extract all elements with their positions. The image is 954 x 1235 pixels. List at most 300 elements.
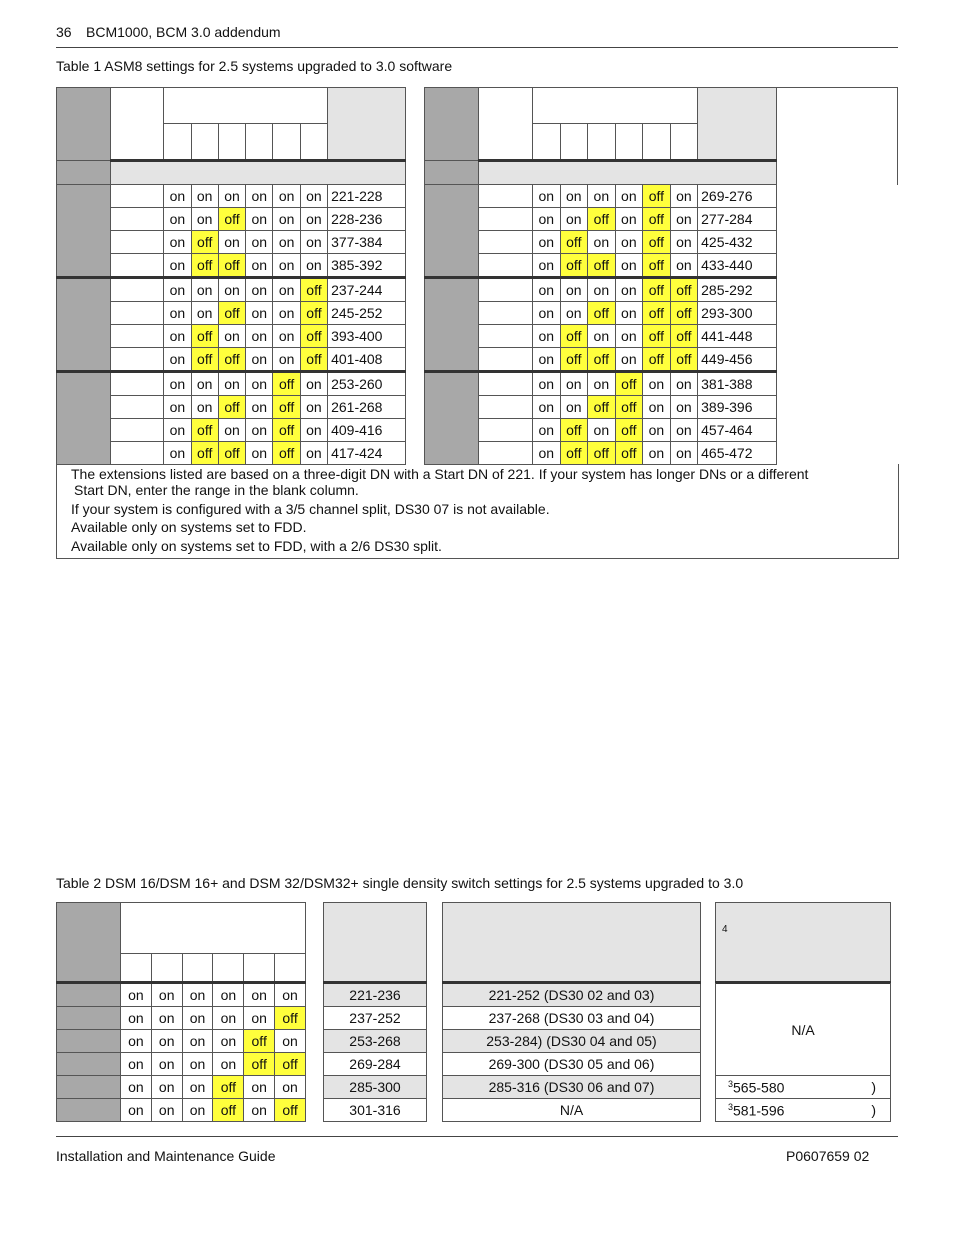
footer-right: P0607659 02: [786, 1148, 870, 1164]
switch-cell: on: [246, 442, 273, 465]
table-row: [57, 372, 406, 396]
footnote-marker: 3: [728, 1101, 734, 1112]
dsm16-cell: 269-284: [324, 1053, 427, 1076]
note-4: Available only on systems set to FDD, with a 2/6 DS30 split.: [71, 538, 442, 554]
switch-cell: off: [670, 278, 698, 302]
group-cell: [57, 372, 111, 465]
table-row: [57, 1007, 306, 1030]
module-cell: [479, 419, 533, 442]
range-cell: 401-408: [328, 348, 406, 372]
module-cell: [479, 372, 533, 396]
switch-cell: on: [191, 302, 218, 325]
table1-caption: Table 1 ASM8 settings for 2.5 systems upgraded to 3.0 software: [56, 58, 453, 74]
table2-caption: Table 2 DSM 16/DSM 16+ and DSM 32/DSM32+ single density switch settings for 2.5 systems upgraded to 3.0: [56, 875, 744, 891]
group-cell: [57, 1076, 121, 1099]
module-cell: [479, 254, 533, 278]
switch-cell: off: [218, 442, 245, 465]
extension-range-cell: [716, 1076, 891, 1099]
module-cell: [110, 442, 164, 465]
note-2: If your system is configured with a 3/5 channel split, DS30 07 is not available.: [71, 501, 550, 517]
switch-cell: off: [615, 372, 643, 396]
switch-cell: off: [560, 442, 588, 465]
switch-number-cell: [218, 124, 245, 161]
table-row: [716, 1099, 891, 1122]
switch-cell: off: [560, 348, 588, 372]
module-cell: [479, 325, 533, 348]
switch-cell: on: [588, 231, 616, 254]
switch-cell: on: [533, 419, 561, 442]
module-cell: [110, 419, 164, 442]
switch-number-cell: [191, 124, 218, 161]
switch-cell: off: [643, 278, 671, 302]
switch-cell: on: [533, 396, 561, 419]
page-number: 36: [56, 24, 72, 40]
table-row: [57, 278, 406, 302]
header-footnote: 4: [722, 924, 728, 935]
range-header-cell: [698, 88, 776, 161]
switch-number-cell: [213, 954, 244, 983]
switch-cell: on: [218, 419, 245, 442]
switch-cell: on: [588, 185, 616, 208]
switch-cell: on: [670, 419, 698, 442]
switch-cell: on: [643, 442, 671, 465]
switch-number-cell: [164, 124, 191, 161]
group-cell: [425, 185, 479, 278]
group-cell: [57, 1030, 121, 1053]
switch-cell: off: [300, 325, 327, 348]
table2-dsm32: [442, 902, 701, 1122]
switch-cell: on: [182, 1007, 213, 1030]
switch-number-cell: [151, 954, 182, 983]
table-row: [443, 1099, 701, 1122]
switch-cell: on: [120, 1076, 151, 1099]
switch-cell: on: [300, 372, 327, 396]
switch-cell: on: [560, 302, 588, 325]
switch-cell: on: [191, 278, 218, 302]
switch-cell: on: [164, 396, 191, 419]
switch-cell: on: [218, 231, 245, 254]
switch-cell: off: [273, 372, 300, 396]
range-cell: 221-228: [328, 185, 406, 208]
switch-cell: on: [218, 185, 245, 208]
switch-cell: off: [588, 396, 616, 419]
switch-cell: off: [643, 231, 671, 254]
switch-cell: on: [246, 348, 273, 372]
dsm32-cell: 221-252 (DS30 02 and 03): [443, 983, 701, 1007]
switch-cell: on: [533, 278, 561, 302]
module-cell: [479, 185, 533, 208]
switch-cell: off: [191, 348, 218, 372]
switch-cell: on: [643, 372, 671, 396]
dsm32-cell: 285-316 (DS30 06 and 07): [443, 1076, 701, 1099]
switch-cell: off: [560, 254, 588, 278]
range-cell: 385-392: [328, 254, 406, 278]
switch-cell: on: [182, 1099, 213, 1122]
switch-cell: off: [560, 419, 588, 442]
group-cell: [57, 278, 111, 372]
switch-cell: off: [300, 302, 327, 325]
table-row: [425, 442, 898, 465]
switch-cell: on: [151, 1053, 182, 1076]
range-cell: 457-464: [698, 419, 776, 442]
switch-cell: on: [300, 419, 327, 442]
module-cell: [110, 302, 164, 325]
switch-cell: off: [191, 254, 218, 278]
table-row: [425, 396, 898, 419]
switch-number-cell: [588, 124, 616, 161]
switch-cell: off: [643, 302, 671, 325]
switch-cell: on: [670, 442, 698, 465]
module-cell: [110, 208, 164, 231]
switch-cell: on: [588, 419, 616, 442]
switch-cell: on: [615, 254, 643, 278]
module-cell: [479, 302, 533, 325]
switch-cell: on: [164, 348, 191, 372]
module-cell: [479, 396, 533, 419]
module-cell: [110, 325, 164, 348]
subheader-cell: [110, 161, 405, 185]
table2-dsm16: [323, 902, 427, 1122]
switch-cell: on: [164, 372, 191, 396]
dsm16-cell: 237-252: [324, 1007, 427, 1030]
switch-cell: off: [670, 325, 698, 348]
switch-cell: on: [244, 983, 275, 1007]
table-row: [324, 1007, 427, 1030]
range-cell: 253-260: [328, 372, 406, 396]
switch-cell: off: [213, 1099, 244, 1122]
range-cell: 441-448: [698, 325, 776, 348]
blank-column-cell: [776, 88, 897, 185]
module-cell: [479, 208, 533, 231]
range-cell: 261-268: [328, 396, 406, 419]
switch-cell: on: [300, 185, 327, 208]
footer-rule: [56, 1136, 898, 1137]
group-cell: [57, 161, 111, 185]
range-cell: 425-432: [698, 231, 776, 254]
range-header-cell: [328, 88, 406, 161]
switch-cell: on: [213, 1030, 244, 1053]
table-row: [425, 302, 898, 325]
switch-cell: off: [244, 1030, 275, 1053]
module-cell: [479, 442, 533, 465]
switch-cell: on: [246, 231, 273, 254]
table-row: [425, 419, 898, 442]
doc-title: BCM1000, BCM 3.0 addendum: [86, 24, 281, 40]
switch-cell: off: [643, 208, 671, 231]
table2-switches: [56, 902, 306, 1122]
switch-cell: off: [275, 1007, 306, 1030]
switch-cell: on: [244, 1076, 275, 1099]
module-cell: [110, 185, 164, 208]
switch-number-cell: [273, 124, 300, 161]
range-cell: 228-236: [328, 208, 406, 231]
switch-cell: on: [670, 185, 698, 208]
table1-left: [56, 87, 406, 465]
switch-cell: on: [615, 325, 643, 348]
note-1-cont: Start DN, enter the range in the blank column.: [74, 482, 359, 498]
switch-cell: on: [164, 208, 191, 231]
group-cell: [425, 278, 479, 372]
switch-cell: on: [643, 396, 671, 419]
switch-cell: on: [560, 208, 588, 231]
switch-cell: on: [151, 1030, 182, 1053]
range-cell: 465-472: [698, 442, 776, 465]
switch-cell: on: [246, 254, 273, 278]
switch-cell: off: [218, 208, 245, 231]
switch-cell: on: [615, 208, 643, 231]
switch-cell: on: [246, 419, 273, 442]
module-header-cell: [479, 88, 533, 161]
table-row: [443, 1076, 701, 1099]
switch-cell: on: [244, 1099, 275, 1122]
switch-cell: on: [273, 208, 300, 231]
table-row: [324, 1053, 427, 1076]
switch-cell: on: [164, 254, 191, 278]
switch-cell: off: [670, 348, 698, 372]
switch-number-cell: [643, 124, 671, 161]
switch-number-cell: [560, 124, 588, 161]
switch-cell: on: [275, 1030, 306, 1053]
footnote-marker: 3: [728, 1078, 734, 1089]
table-row: [324, 1099, 427, 1122]
switch-cell: on: [191, 396, 218, 419]
range-text: 581-596: [733, 1102, 785, 1119]
switch-cell: off: [588, 348, 616, 372]
table-row: [425, 208, 898, 231]
group-header-cell: [57, 88, 111, 161]
switch-number-cell: [244, 954, 275, 983]
switch-cell: on: [218, 325, 245, 348]
switch-cell: on: [164, 442, 191, 465]
switch-cell: on: [246, 396, 273, 419]
table-row: [443, 983, 701, 1007]
column-header-cell: [443, 903, 701, 983]
switch-cell: off: [191, 442, 218, 465]
switch-cell: on: [273, 348, 300, 372]
group-cell: [57, 1007, 121, 1030]
dsm32-cell: N/A: [443, 1099, 701, 1122]
group-cell: [57, 185, 111, 278]
switch-cell: on: [273, 254, 300, 278]
switch-cell: on: [615, 348, 643, 372]
module-cell: [110, 348, 164, 372]
switch-number-cell: [275, 954, 306, 983]
switch-cell: off: [191, 325, 218, 348]
switch-cell: on: [273, 278, 300, 302]
switch-header-cell: [533, 88, 698, 124]
range-cell: 245-252: [328, 302, 406, 325]
switch-cell: off: [588, 442, 616, 465]
switch-cell: on: [182, 1053, 213, 1076]
switch-cell: on: [533, 302, 561, 325]
switch-cell: on: [120, 1030, 151, 1053]
table-row: [425, 185, 898, 208]
switch-cell: on: [615, 278, 643, 302]
module-cell: [110, 231, 164, 254]
module-cell: [479, 278, 533, 302]
range-cell: 237-244: [328, 278, 406, 302]
switch-cell: on: [533, 372, 561, 396]
dsm32-cell: 237-268 (DS30 03 and 04): [443, 1007, 701, 1030]
table2-col4: [715, 902, 891, 1122]
switch-cell: on: [120, 1053, 151, 1076]
switch-cell: on: [300, 396, 327, 419]
table-row: [443, 1030, 701, 1053]
switch-cell: on: [244, 1007, 275, 1030]
switch-cell: on: [670, 396, 698, 419]
switch-header-cell: [120, 903, 305, 954]
switch-cell: on: [588, 372, 616, 396]
switch-cell: off: [588, 254, 616, 278]
switch-cell: on: [560, 278, 588, 302]
switch-cell: off: [244, 1053, 275, 1076]
header-rule: [56, 47, 898, 48]
footer-left: Installation and Maintenance Guide: [56, 1148, 276, 1164]
range-cell: 293-300: [698, 302, 776, 325]
switch-cell: on: [151, 1099, 182, 1122]
module-cell: [479, 348, 533, 372]
switch-cell: on: [560, 396, 588, 419]
switch-cell: off: [670, 302, 698, 325]
range-cell: 433-440: [698, 254, 776, 278]
switch-cell: on: [246, 325, 273, 348]
table-row: [57, 1053, 306, 1076]
range-cell: 269-276: [698, 185, 776, 208]
switch-cell: on: [533, 325, 561, 348]
switch-cell: on: [120, 983, 151, 1007]
table1-notes: [56, 464, 899, 559]
table-row: [443, 1053, 701, 1076]
subheader-cell: [479, 161, 777, 185]
switch-cell: off: [588, 302, 616, 325]
dsm16-cell: 221-236: [324, 983, 427, 1007]
switch-cell: on: [246, 208, 273, 231]
dsm32-cell: 253-284) (DS30 04 and 05): [443, 1030, 701, 1053]
switch-cell: on: [615, 231, 643, 254]
switch-header-cell: [164, 88, 328, 124]
table-row: [57, 1076, 306, 1099]
group-header-cell: [57, 903, 121, 983]
switch-cell: on: [273, 185, 300, 208]
dsm16-cell: 285-300: [324, 1076, 427, 1099]
switch-cell: on: [182, 1076, 213, 1099]
table-row: [324, 1076, 427, 1099]
table-row: [425, 325, 898, 348]
switch-cell: off: [300, 348, 327, 372]
switch-cell: on: [588, 278, 616, 302]
table-row: [425, 254, 898, 278]
switch-cell: on: [670, 208, 698, 231]
switch-cell: off: [218, 254, 245, 278]
extension-range-cell: [716, 1099, 891, 1122]
switch-cell: on: [643, 419, 671, 442]
column-header-cell: [716, 903, 891, 983]
switch-cell: on: [588, 325, 616, 348]
switch-cell: on: [533, 442, 561, 465]
module-cell: [110, 254, 164, 278]
switch-cell: on: [670, 372, 698, 396]
table-row: [425, 278, 898, 302]
switch-cell: off: [218, 396, 245, 419]
module-cell: [110, 396, 164, 419]
range-cell: 277-284: [698, 208, 776, 231]
switch-cell: on: [615, 302, 643, 325]
switch-cell: on: [164, 325, 191, 348]
table1-right: [424, 87, 898, 465]
switch-cell: on: [670, 231, 698, 254]
switch-cell: on: [164, 302, 191, 325]
switch-cell: off: [218, 348, 245, 372]
switch-cell: off: [213, 1076, 244, 1099]
switch-number-cell: [246, 124, 273, 161]
switch-cell: off: [588, 208, 616, 231]
switch-cell: off: [643, 325, 671, 348]
switch-cell: on: [164, 278, 191, 302]
switch-cell: on: [246, 302, 273, 325]
table-row: [324, 1030, 427, 1053]
switch-cell: on: [533, 208, 561, 231]
module-cell: [110, 372, 164, 396]
range-cell: 285-292: [698, 278, 776, 302]
switch-cell: off: [643, 254, 671, 278]
switch-cell: on: [300, 442, 327, 465]
table-row: [425, 231, 898, 254]
switch-cell: on: [182, 983, 213, 1007]
switch-cell: on: [300, 231, 327, 254]
table-row: [57, 1030, 306, 1053]
switch-cell: off: [275, 1099, 306, 1122]
switch-cell: on: [120, 1099, 151, 1122]
table-row: [57, 1099, 306, 1122]
switch-number-cell: [120, 954, 151, 983]
switch-cell: on: [670, 254, 698, 278]
switch-number-cell: [300, 124, 327, 161]
switch-cell: on: [218, 372, 245, 396]
switch-cell: on: [120, 1007, 151, 1030]
group-header-cell: [425, 88, 479, 161]
group-cell: [425, 372, 479, 465]
switch-cell: on: [151, 983, 182, 1007]
close-paren: ): [871, 1101, 876, 1118]
module-cell: [110, 278, 164, 302]
range-text: 565-580: [733, 1079, 785, 1096]
switch-cell: on: [213, 983, 244, 1007]
switch-cell: on: [275, 1076, 306, 1099]
switch-cell: off: [218, 302, 245, 325]
note-1: The extensions listed are based on a three-digit DN with a Start DN of 221. If your system has longer DNs or a different: [71, 466, 809, 482]
switch-cell: on: [273, 302, 300, 325]
column-header-cell: [324, 903, 427, 983]
switch-cell: off: [615, 396, 643, 419]
switch-cell: off: [643, 185, 671, 208]
switch-cell: off: [275, 1053, 306, 1076]
switch-cell: on: [191, 208, 218, 231]
switch-cell: on: [533, 348, 561, 372]
switch-cell: off: [273, 442, 300, 465]
group-cell: [57, 1099, 121, 1122]
module-cell: [479, 231, 533, 254]
dsm32-cell: 269-300 (DS30 05 and 06): [443, 1053, 701, 1076]
switch-cell: off: [191, 419, 218, 442]
switch-cell: on: [275, 983, 306, 1007]
switch-cell: on: [533, 185, 561, 208]
table-row: [443, 1007, 701, 1030]
switch-cell: on: [273, 325, 300, 348]
dsm16-cell: 301-316: [324, 1099, 427, 1122]
switch-cell: on: [300, 208, 327, 231]
switch-cell: on: [151, 1007, 182, 1030]
group-cell: [57, 983, 121, 1007]
